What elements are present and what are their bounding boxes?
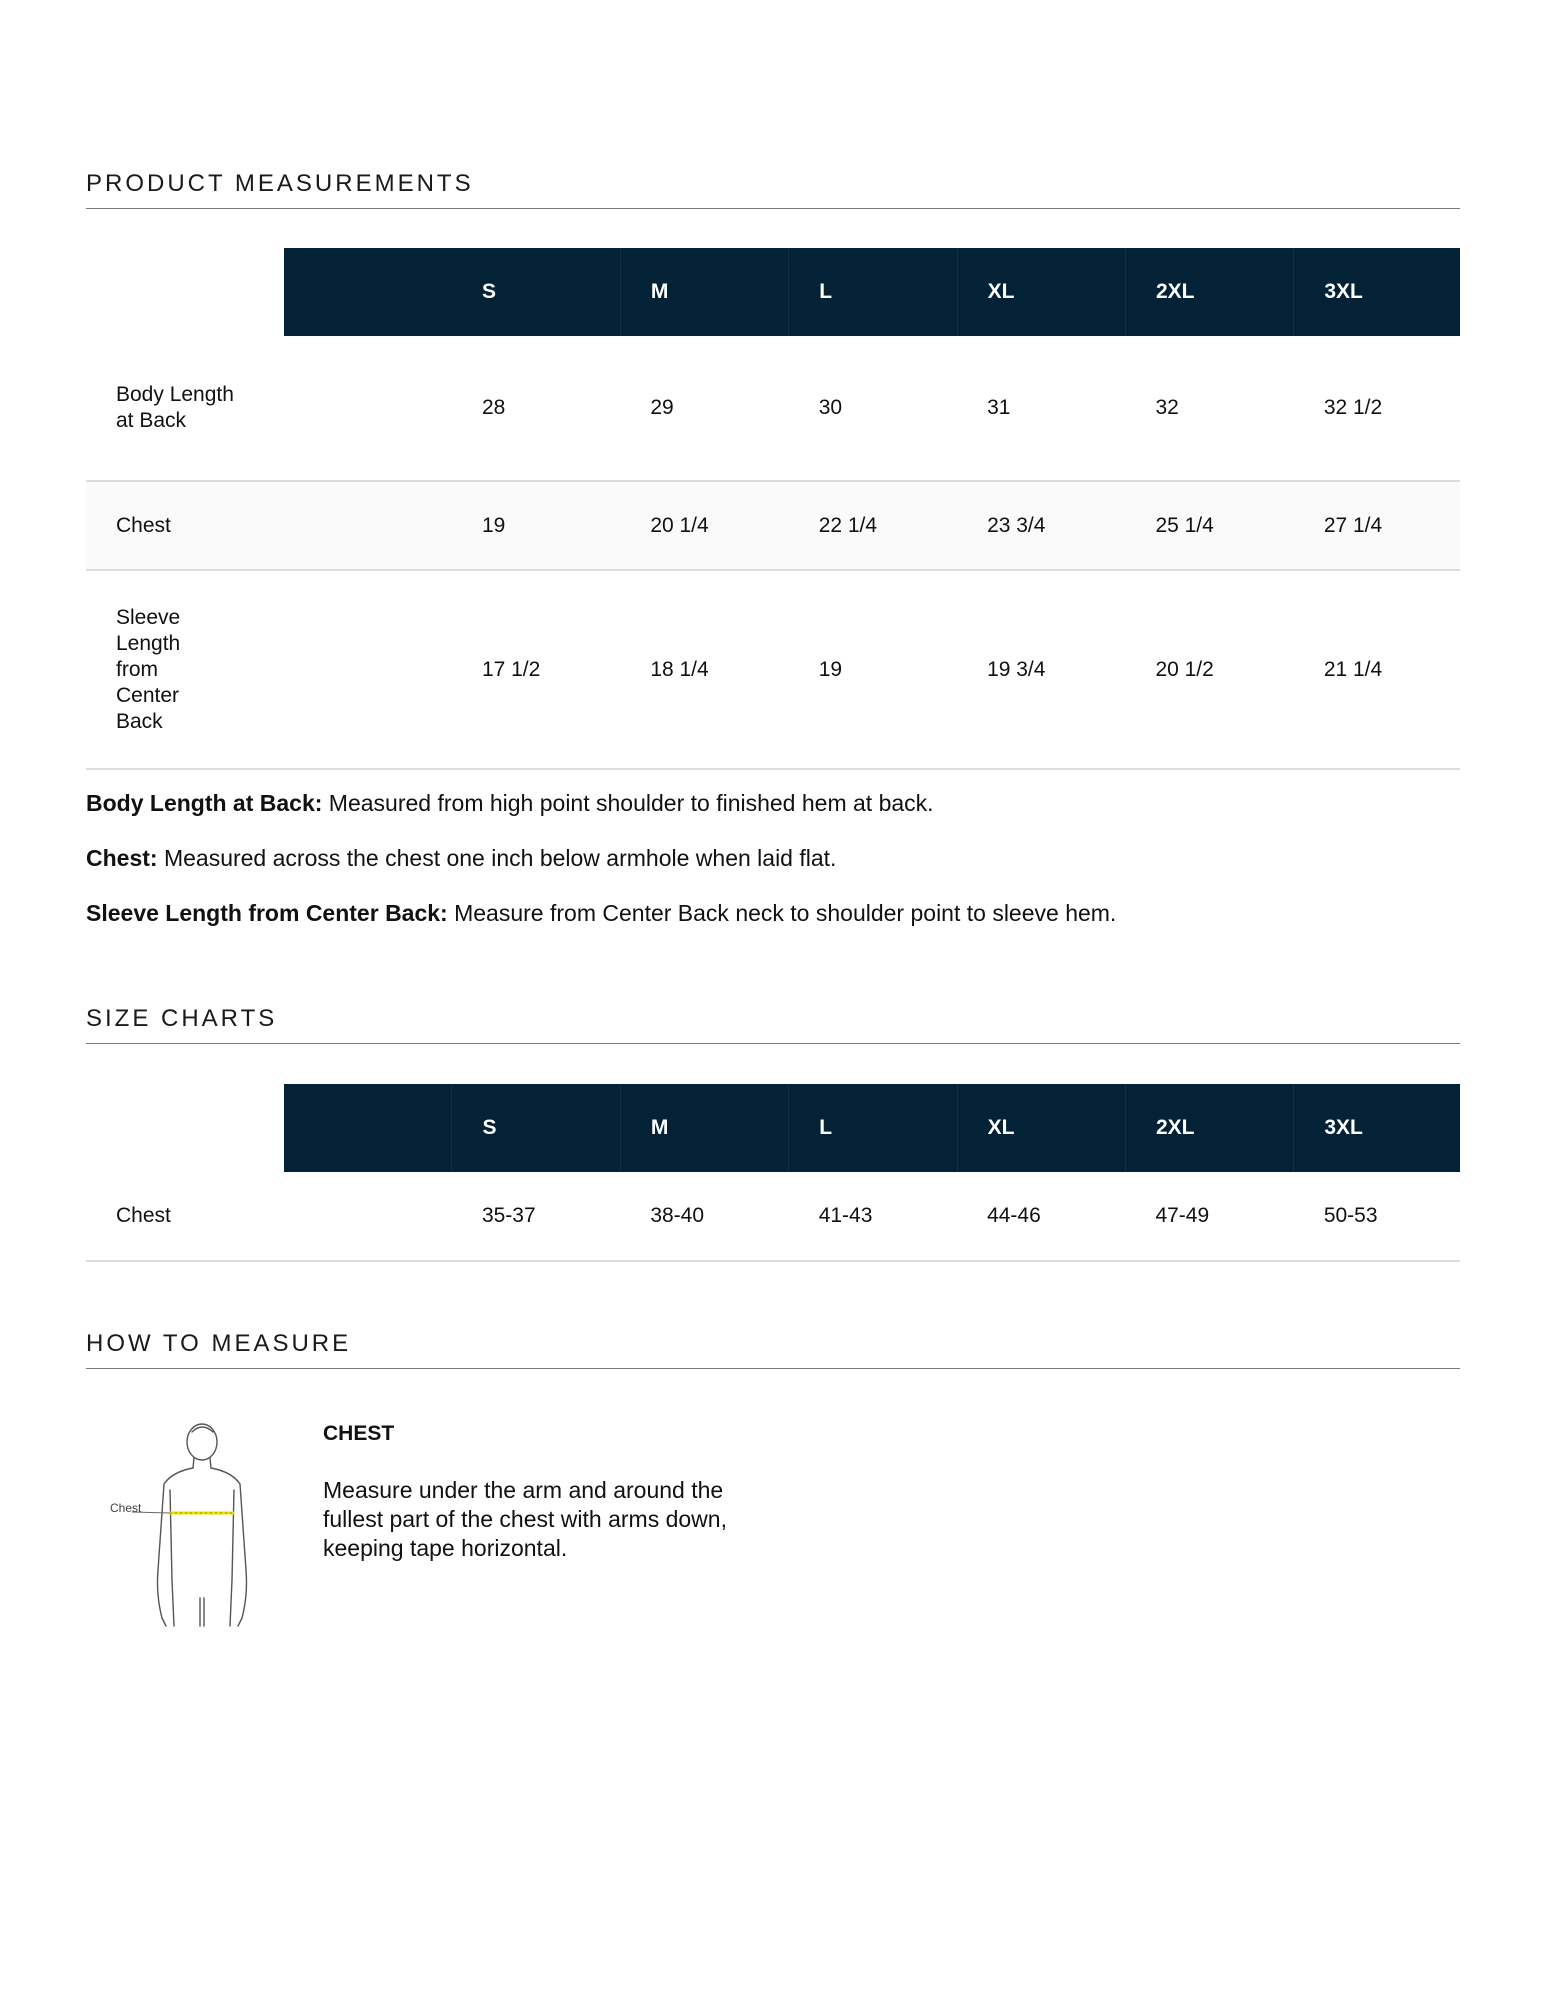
size-charts-title: SIZE CHARTS [86,1005,1460,1044]
table-cell: 19 3/4 [957,570,1125,769]
table-cell: 23 3/4 [957,481,1125,570]
measure-heading: CHEST [323,1422,395,1445]
header-corner [86,248,284,336]
row-label: Sleeve Length from Center Back [86,570,284,769]
size-header: 2XL [1125,1084,1293,1172]
table-cell: 25 1/4 [1125,481,1293,570]
definition-term: Sleeve Length from Center Back: [86,900,448,926]
table-cell: 17 1/2 [452,570,620,769]
size-header: 3XL [1294,248,1460,336]
size-header: XL [957,1084,1125,1172]
header-spacer [284,248,452,336]
size-header: L [789,1084,957,1172]
table-cell: 19 [452,481,620,570]
chest-measure-illustration [100,1420,270,1635]
table-cell: 22 1/4 [789,481,957,570]
size-header: M [620,248,788,336]
definition-text: Measured across the chest one inch below armhole when laid flat. [157,845,837,871]
table-row [86,1172,1460,1261]
table-cell: 27 1/4 [1294,481,1460,570]
how-to-measure-title: HOW TO MEASURE [86,1330,1460,1369]
size-header: XL [957,248,1125,336]
definition-text: Measure from Center Back neck to shoulder point to sleeve hem. [447,900,1117,926]
row-label: Chest [86,1172,284,1261]
cell-spacer [284,1172,452,1261]
header-corner [86,1084,284,1172]
table-cell: 20 1/4 [620,481,788,570]
table-cell: 44-46 [957,1172,1125,1261]
size-header: S [452,1084,620,1172]
product-measurements-title: PRODUCT MEASUREMENTS [86,170,1460,209]
definition-term: Body Length at Back: [86,790,323,816]
table-cell: 31 [957,336,1125,481]
table-cell: 38-40 [620,1172,788,1261]
size-header: L [789,248,957,336]
table-cell: 47-49 [1125,1172,1293,1261]
product-measurements-table [86,248,1460,770]
table-cell: 29 [620,336,788,481]
size-header: 3XL [1294,1084,1460,1172]
size-header: 2XL [1125,248,1293,336]
size-header: M [620,1084,788,1172]
table-cell: 28 [452,336,620,481]
size-charts-table [86,1084,1460,1262]
row-label: Chest [86,481,284,570]
table-header-row [86,248,1460,336]
table-row [86,481,1460,570]
cell-spacer [284,481,452,570]
table-cell: 20 1/2 [1125,570,1293,769]
table-cell: 19 [789,570,957,769]
table-row [86,570,1460,769]
table-cell: 32 [1125,336,1293,481]
illustration-label: Chest [110,1501,142,1515]
cell-spacer [284,336,452,481]
header-spacer [284,1084,452,1172]
size-header: S [452,248,620,336]
table-header-row [86,1084,1460,1172]
table-cell: 41-43 [789,1172,957,1261]
definition-chest [86,845,836,872]
table-cell: 32 1/2 [1294,336,1460,481]
definition-text: Measured from high point shoulder to finished hem at back. [322,790,934,816]
table-cell: 18 1/4 [620,570,788,769]
row-label: Body Length at Back [86,336,284,481]
definition-sleeve-length [86,900,1116,927]
definition-term: Chest: [86,845,158,871]
table-row [86,336,1460,481]
cell-spacer [284,570,452,769]
table-cell: 35-37 [452,1172,620,1261]
table-cell: 21 1/4 [1294,570,1460,769]
table-cell: 50-53 [1294,1172,1460,1261]
measure-instructions: Measure under the arm and around the fullest part of the chest with arms down, keeping tape horizontal. [323,1477,727,1561]
definition-body-length [86,790,934,817]
table-cell: 30 [789,336,957,481]
